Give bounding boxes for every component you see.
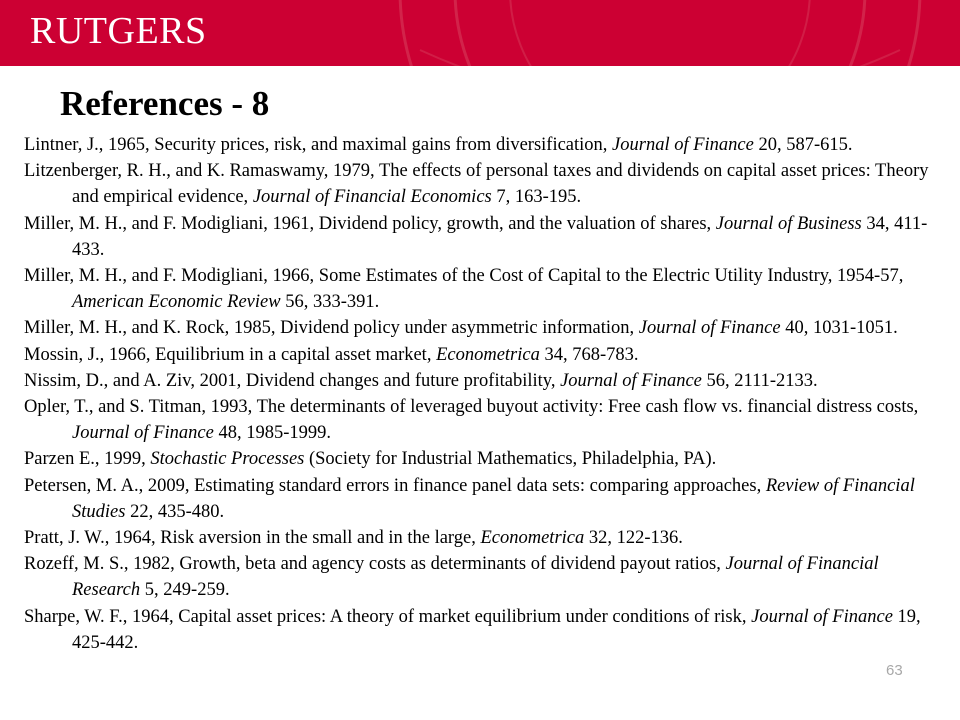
reference-journal: Journal of Finance: [560, 370, 702, 391]
reference-journal: Journal of Financial Research: [72, 554, 879, 601]
reference-pre: Litzenberger, R. H., and K. Ramaswamy, 1979, The effects of personal taxes and dividends on capital asset prices: Theory and empirical evidence,: [24, 161, 929, 208]
reference-pre: Petersen, M. A., 2009, Estimating standard errors in finance panel data sets: comparing approaches,: [24, 475, 766, 496]
reference-journal: Journal of Financial Economics: [252, 187, 492, 208]
reference-post: 34, 768-783.: [539, 344, 639, 365]
reference-journal: Econometrica: [480, 528, 585, 549]
reference-post: 19, 425-442.: [72, 606, 921, 653]
reference-pre: Rozeff, M. S., 1982, Growth, beta and agency costs as determinants of dividend payout ratios,: [24, 554, 726, 575]
reference-journal: Econometrica: [436, 344, 540, 365]
reference-journal: American Economic Review: [72, 292, 281, 313]
reference-item: [24, 368, 934, 394]
reference-post: 40, 1031-1051.: [780, 318, 898, 339]
reference-pre: Pratt, J. W., 1964, Risk aversion in the small and in the large,: [24, 528, 481, 549]
reference-post: 32, 122-136.: [584, 528, 683, 549]
reference-item: [24, 132, 934, 158]
reference-pre: Nissim, D., and A. Ziv, 2001, Dividend changes and future profitability,: [24, 370, 561, 391]
reference-pre: Parzen E., 1999,: [24, 449, 151, 470]
reference-pre: Miller, M. H., and K. Rock, 1985, Dividend policy under asymmetric information,: [24, 318, 639, 339]
reference-journal: Review of Financial Studies: [72, 475, 915, 522]
reference-item: [24, 211, 934, 263]
reference-journal: Journal of Business: [715, 213, 862, 234]
reference-item: [24, 158, 934, 210]
reference-item: [24, 473, 934, 525]
reference-item: [24, 342, 934, 368]
header-banner: [0, 0, 960, 66]
reference-item: [24, 604, 934, 656]
reference-pre: Opler, T., and S. Titman, 1993, The determinants of leveraged buyout activity: Free cash flow vs. financial distress costs,: [24, 397, 919, 418]
reference-post: 56, 333-391.: [280, 292, 380, 313]
reference-journal: Journal of Finance: [751, 606, 893, 627]
reference-post: 56, 2111-2133.: [701, 370, 818, 391]
reference-post: 7, 163-195.: [491, 187, 582, 208]
reference-journal: Journal of Finance: [72, 423, 214, 444]
reference-item: [24, 315, 934, 341]
reference-item: [24, 263, 934, 315]
reference-post: 22, 435-480.: [125, 501, 225, 522]
reference-pre: Lintner, J., 1965, Security prices, risk, and maximal gains from diversification,: [24, 135, 613, 155]
page-number: 63: [886, 662, 903, 679]
reference-list: [24, 132, 934, 656]
reference-post: 5, 249-259.: [140, 580, 230, 601]
reference-post: 48, 1985-1999.: [213, 423, 331, 444]
seal-watermark-icon: [360, 0, 960, 66]
reference-item: [24, 446, 934, 472]
reference-pre: Sharpe, W. F., 1964, Capital asset prices: A theory of market equilibrium under conditions of risk,: [24, 606, 752, 627]
reference-item: [24, 551, 934, 603]
reference-item: [24, 394, 934, 446]
slide-title: References - 8: [60, 84, 270, 123]
reference-post: 34, 411-433.: [72, 213, 928, 260]
reference-post: (Society for Industrial Mathematics, Philadelphia, PA).: [304, 449, 717, 470]
reference-pre: Miller, M. H., and F. Modigliani, 1961, Dividend policy, growth, and the valuation of shares,: [24, 213, 716, 234]
reference-pre: Mossin, J., 1966, Equilibrium in a capital asset market,: [24, 344, 437, 365]
reference-journal: Journal of Finance: [638, 318, 781, 339]
reference-item: [24, 525, 934, 551]
reference-pre: Miller, M. H., and F. Modigliani, 1966, Some Estimates of the Cost of Capital to the Electric Utility Industry, 1954-57,: [24, 266, 904, 287]
reference-journal: Journal of Finance: [612, 135, 754, 155]
reference-journal: Stochastic Processes: [150, 449, 305, 470]
rutgers-logo: RUTGERS: [30, 10, 207, 52]
reference-post: 20, 587-615.: [753, 135, 853, 155]
